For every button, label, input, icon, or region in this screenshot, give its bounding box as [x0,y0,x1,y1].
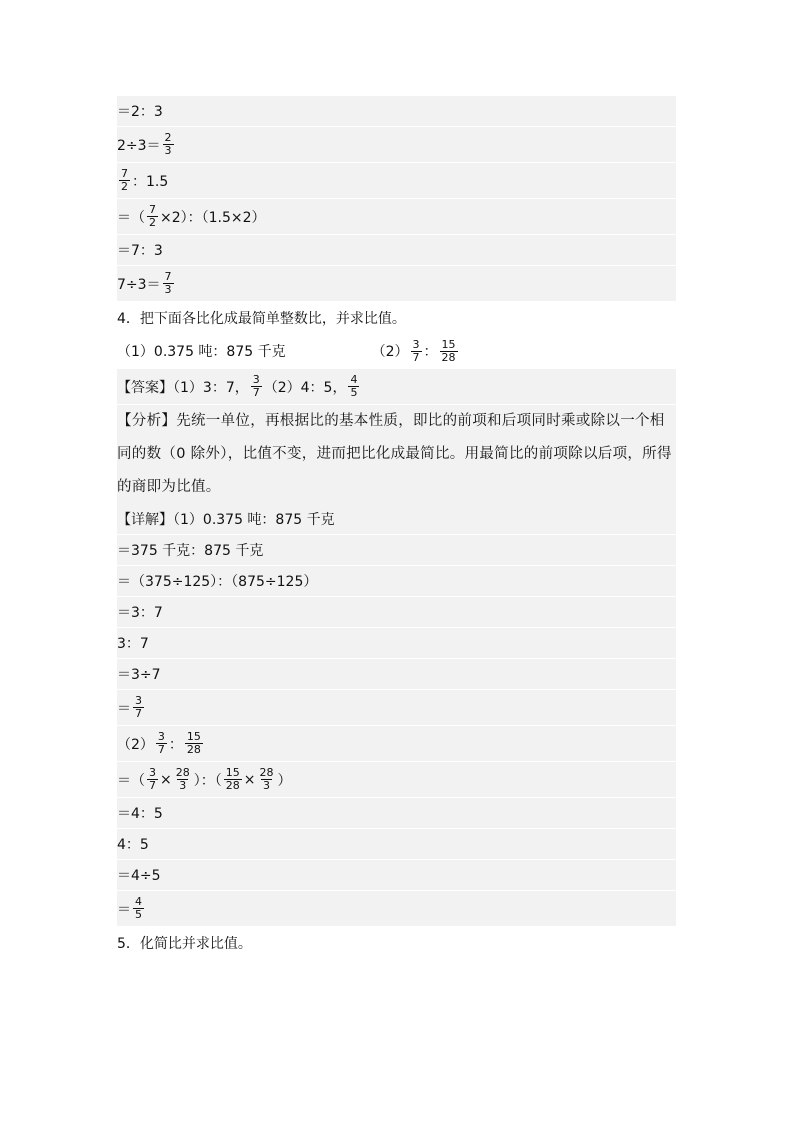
solution-line: ＝7：3 [117,235,676,266]
solution-line: ＝2：3 [117,96,676,127]
fraction: $\frac{2}{3}$ [164,131,172,157]
analysis-paragraph: 【分析】先统一单位，再根据比的基本性质，即比的前项和后项同时乘或除以一个相同的数（0 除外），比值不变，进而把比化成最简比。用最简比的前项除以后项，所得的商即为比值。 [117,405,676,504]
document-page [117,96,676,958]
fraction: $\frac{3}{7}$ [135,694,142,720]
answer-line: 【答案】（1）3：7， $\frac{3}{7}$ （2）4：5， $\frac{4}{5}$ [117,369,676,405]
detail-line: ＝375 千克：875 千克 [117,535,676,566]
detail-line: ＝3：7 [117,597,676,628]
solution-line: 2÷3＝ $\frac{2}{3}$ [117,127,676,163]
fraction: $\frac{28}{3}$ [259,766,274,792]
fraction: $\frac{15}{28}$ [225,766,240,792]
detail-line: ＝（375÷125）：（875÷125） [117,566,676,597]
solution-line: $\frac{7}{2}$ ：1.5 [117,163,676,199]
fraction: $\frac{4}{5}$ [350,373,358,399]
detail-line: （2） $\frac{3}{7}$ ： $\frac{15}{28}$ [117,726,676,762]
detail-line: 3：7 [117,628,676,659]
question-items: （1）0.375 吨：875 千克 （2） $\frac{3}{7}$ ： $\frac{15}{28}$ [117,337,456,364]
fraction: $\frac{3}{7}$ [149,766,156,792]
fraction: $\frac{3}{7}$ [412,337,420,364]
detail-line: ＝4：5 [117,798,676,829]
question-title: 4．把下面各比化成最简单整数比，并求比值。 [117,310,406,327]
fraction: $\frac{4}{5}$ [135,895,142,921]
fraction: $\frac{15}{28}$ [441,337,456,364]
detail-line: 【详解】（1）0.375 吨：875 千克 [117,504,676,535]
fraction: $\frac{7}{3}$ [164,270,172,296]
fraction: $\frac{28}{3}$ [175,766,190,792]
solution-line: ＝（ $\frac{7}{2}$ ×2）：（1.5×2） [117,199,676,235]
detail-line: ＝（ $\frac{3}{7}$ × $\frac{28}{3}$ ）：（ $\frac{15}{28}$ × $\frac{28}{3}$ ） [117,762,676,798]
detail-line: 4：5 [117,829,676,860]
solution-line: 7÷3＝ $\frac{7}{3}$ [117,266,676,302]
fraction: $\frac{7}{2}$ [121,167,128,193]
fraction: $\frac{3}{7}$ [157,730,165,756]
detail-line: ＝ $\frac{4}{5}$ [117,891,676,927]
detail-line: ＝ $\frac{3}{7}$ [117,690,676,726]
fraction: $\frac{15}{28}$ [186,730,201,756]
fraction: $\frac{3}{7}$ [252,373,260,399]
detail-line: ＝3÷7 [117,659,676,690]
fraction: $\frac{7}{2}$ [149,203,156,229]
question-title: 5．化简比并求比值。 [117,935,252,952]
detail-line: ＝4÷5 [117,860,676,891]
